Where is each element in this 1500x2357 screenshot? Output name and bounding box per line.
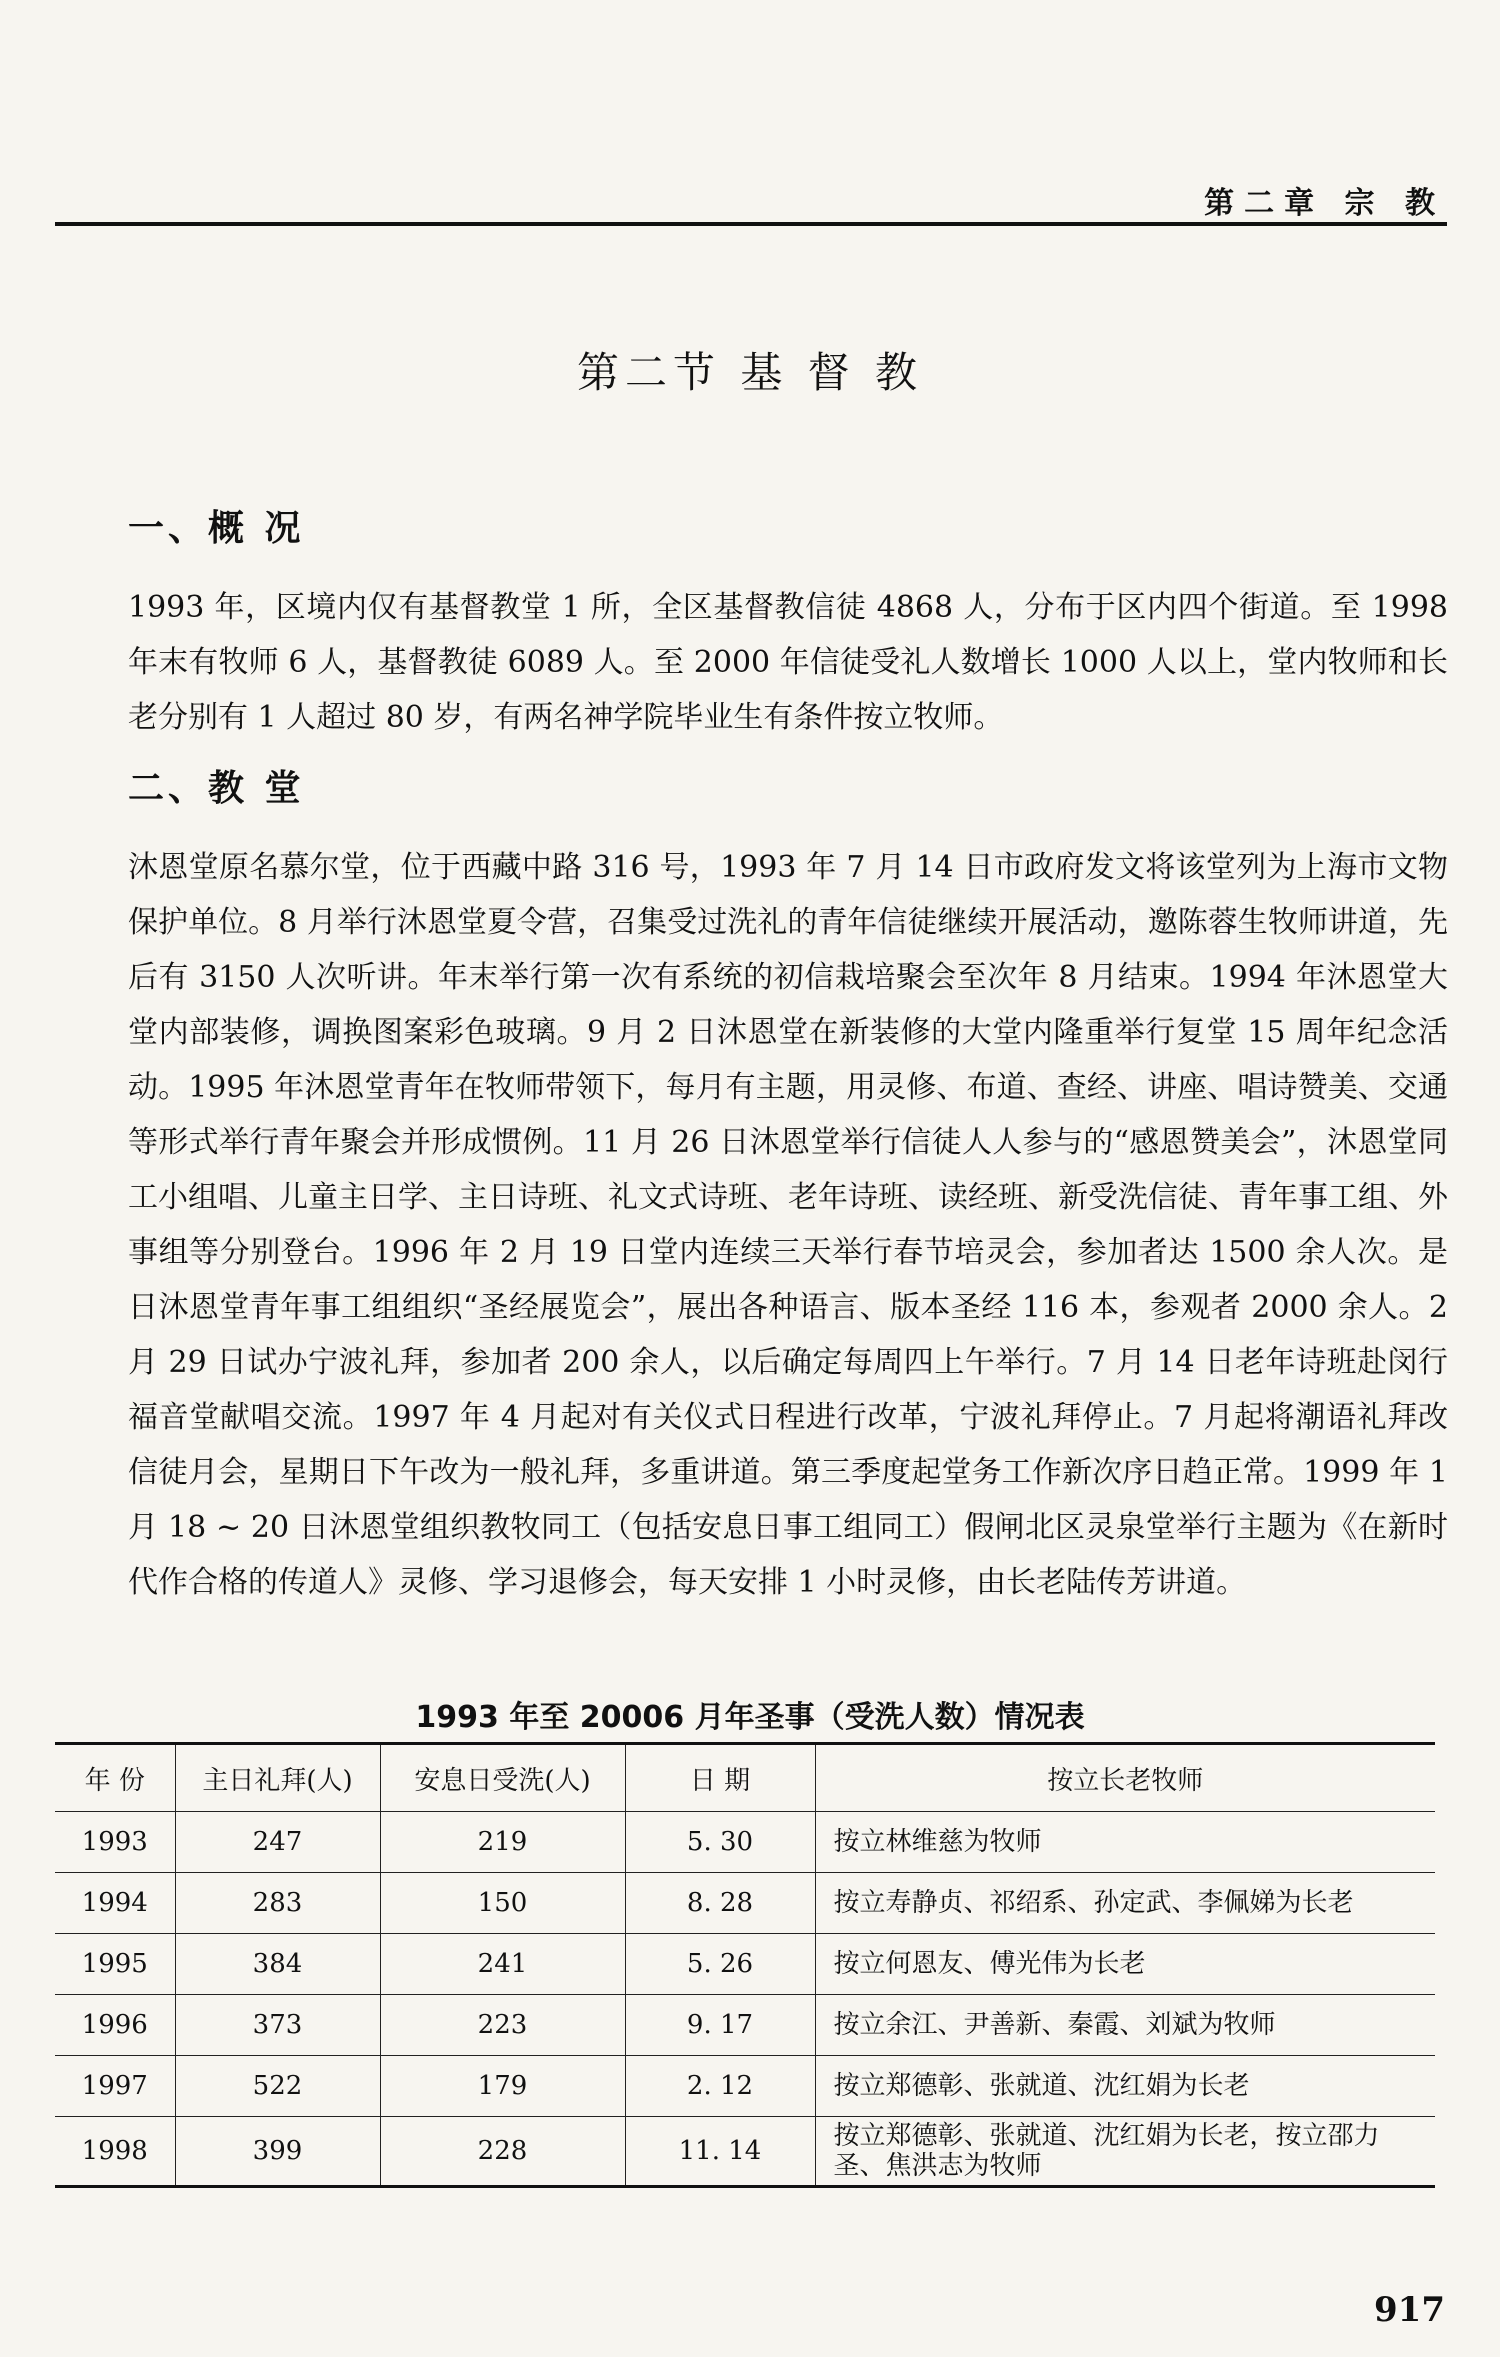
cell-date: 2. 12	[625, 2056, 815, 2117]
cell-baptism: 150	[380, 1873, 625, 1934]
cell-sunday: 384	[175, 1934, 380, 1995]
cell-baptism: 179	[380, 2056, 625, 2117]
table-row	[55, 2117, 1435, 2187]
cell-ordination: 按立余江、尹善新、秦霞、刘斌为牧师	[815, 1995, 1435, 2056]
cell-year: 1994	[55, 1873, 175, 1934]
cell-date: 9. 17	[625, 1995, 815, 2056]
paragraph-overview: 1993 年，区境内仅有基督教堂 1 所，全区基督教信徒 4868 人，分布于区内四个街道。至 1998 年末有牧师 6 人，基督教徒 6089 人。至 2000 年信徒受礼人数增长 1000 人以上，堂内牧师和长老分别有 1 人超过 80 岁，有两名神学院毕业生有条件按立牧师。	[128, 590, 1448, 735]
cell-year: 1997	[55, 2056, 175, 2117]
cell-date: 11. 14	[625, 2117, 815, 2187]
table-row	[55, 1995, 1435, 2056]
cell-ordination: 按立郑德彰、张就道、沈红娟为长老	[815, 2056, 1435, 2117]
table-title: 1993 年至 20006 月年圣事（受洗人数）情况表	[415, 1700, 1085, 1735]
paragraph-church: 沐恩堂原名慕尔堂，位于西藏中路 316 号，1993 年 7 月 14 日市政府发文将该堂列为上海市文物保护单位。8 月举行沐恩堂夏令营，召集受过洗礼的青年信徒继续开展活动，邀陈蓉生牧师讲道，先后有 3150 人次听讲。年末举行第一次有系统的初信栽培聚会至次年 8 月结束。1994 年沐恩堂大堂内部装修，调换图案彩色玻璃。9 月 2 日沐恩堂在新装修的大堂内隆重举行复堂 15 周年纪念活动。1995 年沐恩堂青年在牧师带领下，每月有主题，用灵修、布道、查经、讲座、唱诗赞美、交通等形式举行青年聚会并形成惯例。11 月 26 日沐恩堂举行信徒人人参与的“感恩赞美会”，沐恩堂同工小组唱、儿童主日学、主日诗班、礼文式诗班、老年诗班、读经班、新受洗信徒、青年事工组、外事组等分别登台。1996 年 2 月 19 日堂内连续三天举行春节培灵会，参加者达 1500 余人次。是日沐恩堂青年事工组组织“圣经展览会”，展出各种语言、版本圣经 116 本，参观者 2000 余人。2 月 29 日试办宁波礼拜，参加者 200 余人，以后确定每周四上午举行。7 月 14 日老年诗班赴闵行福音堂献唱交流。1997 年 4 月起对有关仪式日程进行改革，宁波礼拜停止。7 月起将潮语礼拜改信徒月会，星期日下午改为一般礼拜，多重讲道。第三季度起堂务工作新次序日趋正常。1999 年 1 月 18 ~ 20 日沐恩堂组织教牧同工（包括安息日事工组同工）假闸北区灵泉堂举行主题为《在新时代作合格的传道人》灵修、学习退修会，每天安排 1 小时灵修，由长老陆传芳讲道。	[128, 850, 1448, 1600]
header-date: 日 期	[625, 1744, 815, 1812]
cell-ordination: 按立何恩友、傅光伟为长老	[815, 1934, 1435, 1995]
cell-ordination: 按立寿静贞、祁绍系、孙定武、李佩娣为长老	[815, 1873, 1435, 1934]
page-number: 917	[1374, 2290, 1445, 2330]
heading-church: 二、教 堂	[128, 768, 305, 809]
sacraments-table	[55, 1742, 1435, 2188]
running-header: 第二章 宗 教	[1204, 186, 1445, 221]
cell-year: 1996	[55, 1995, 175, 2056]
section-title: 第二节 基 督 教	[576, 348, 924, 397]
cell-sunday: 283	[175, 1873, 380, 1934]
cell-date: 5. 30	[625, 1812, 815, 1873]
cell-baptism: 219	[380, 1812, 625, 1873]
table-row	[55, 1812, 1435, 1873]
heading-overview: 一、概 况	[128, 508, 305, 549]
cell-sunday: 522	[175, 2056, 380, 2117]
cell-ordination: 按立郑德彰、张就道、沈红娟为长老，按立邵力圣、焦洪志为牧师	[815, 2117, 1435, 2187]
cell-date: 5. 26	[625, 1934, 815, 1995]
header-sunday-worship: 主日礼拜(人)	[175, 1744, 380, 1812]
cell-year: 1995	[55, 1934, 175, 1995]
table-row	[55, 2056, 1435, 2117]
cell-date: 8. 28	[625, 1873, 815, 1934]
header-sabbath-baptism: 安息日受洗(人)	[380, 1744, 625, 1812]
cell-baptism: 228	[380, 2117, 625, 2187]
table-row	[55, 1873, 1435, 1934]
cell-sunday: 399	[175, 2117, 380, 2187]
cell-year: 1998	[55, 2117, 175, 2187]
cell-sunday: 247	[175, 1812, 380, 1873]
table-header-row	[55, 1744, 1435, 1812]
cell-baptism: 241	[380, 1934, 625, 1995]
cell-baptism: 223	[380, 1995, 625, 2056]
table-row	[55, 1934, 1435, 1995]
cell-year: 1993	[55, 1812, 175, 1873]
header-rule	[55, 222, 1447, 226]
cell-sunday: 373	[175, 1995, 380, 2056]
header-ordination: 按立长老牧师	[815, 1744, 1435, 1812]
header-year: 年 份	[55, 1744, 175, 1812]
cell-ordination: 按立林维慈为牧师	[815, 1812, 1435, 1873]
